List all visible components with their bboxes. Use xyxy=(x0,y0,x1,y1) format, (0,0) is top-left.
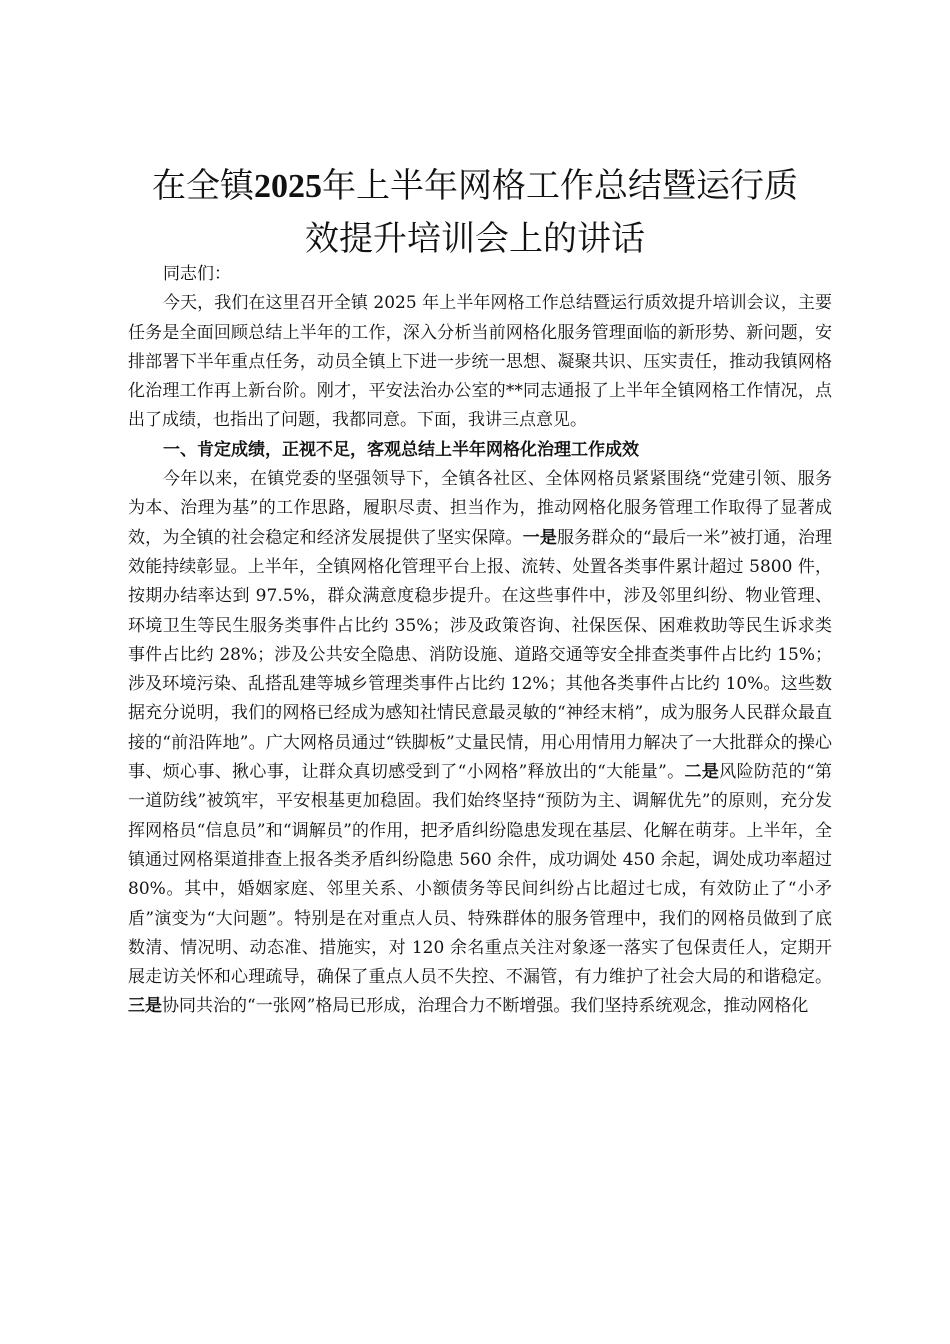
title-line1-pre: 在全镇 xyxy=(152,166,254,206)
document-title xyxy=(120,160,830,265)
intro-paragraph: 今天，我们在这里召开全镇 2025 年上半年网格工作总结暨运行质效提升培训会议，主要任务是全面回顾总结上半年的工作，深入分析当前网格化服务管理面临的新形势、新问题，安排部署下半年重点任务，动员全镇上下进一步统一思想、凝聚共识、压实责任，推动我镇网格化治理工作再上新台阶。刚才，平安法治办公室的**同志通报了上半年全镇网格工作情况，点出了成绩，也指出了问题，我都同意。下面，我讲三点意见。 xyxy=(128,293,832,431)
section1-text-d: 协同共治的“一张网”格局已形成，治理合力不断增强。我们坚持系统观念，推动网格化 xyxy=(162,996,809,1017)
document-body xyxy=(128,260,832,1022)
section1-text-b: 服务群众的“最后一米”被打通，治理效能持续彰显。上半年，全镇网格化管理平台上报、流转、处置各类事件累计超过 5800 件，按期办结率达到 97.5%，群众满意度稳步提升。在这些事件中，涉及邻里纠纷、物业管理、环境卫生等民生服务类事件占比约 35%；涉及政策咨询、社保医保、困难救助等民生诉求类事件占比约 28%；涉及公共安全隐患、消防设施、道路交通等安全排查类事件占比约 15%；涉及环境污染、乱搭乱建等城乡管理类事件占比约 12%；其他各类事件占比约 10%。这些数据充分说明，我们的网格已经成为感知社情民意最灵敏的“神经末梢”，成为服务人民群众最直接的“前沿阵地”。广大网格员通过“铁脚板”丈量民情，用心用情用力解决了一大批群众的操心事、烦心事、揪心事，让群众真切感受到了“小网格”释放出的“大能量”。 xyxy=(128,527,833,783)
lead-point-1: 一是 xyxy=(522,527,558,548)
section1-paragraph xyxy=(128,465,832,1022)
section1-heading: 一、肯定成绩，正视不足，客观总结上半年网格化治理工作成效 xyxy=(163,439,639,460)
salutation: 同志们： xyxy=(163,264,231,284)
title-line2: 效提升培训会上的讲话 xyxy=(305,219,645,259)
lead-point-3: 三是 xyxy=(128,996,162,1017)
section1-text-c: 风险防范的“第一道防线”被筑牢，平安根基更加稳固。我们始终坚持“预防为主、调解优先”的原则，充分发挥网格员“信息员”和“调解员”的作用，把矛盾纠纷隐患发现在基层、化解在萌芽。上半年，全镇通过网格渠道排查上报各类矛盾纠纷隐患 560 余件，成功调处 450 余起，调处成功率超过 80%。其中，婚姻家庭、邻里关系、小额债务等民间纠纷占比超过七成，有效防止了“小矛盾”演变为“大问题”。特别是在对重点人员、特殊群体的服务管理中，我们的网格员做到了底数清、情况明、动态准、措施实，对 120 余名重点关注对象逐一落实了包保责任人，定期开展走访关怀和心理疏导，确保了重点人员不失控、不漏管，有力维护了社会大局的和谐稳定。 xyxy=(128,762,833,988)
title-year: 2025 xyxy=(254,168,322,205)
section1-text-a: 今年以来，在镇党委的坚强领导下，全镇各社区、全体网格员紧紧围绕“党建引领、服务为本、治理为基”的工作思路，履职尽责、担当作为，推动网格化服务管理工作取得了显著成效，为全镇的社会稳定和经济发展提供了坚实保障。 xyxy=(128,469,832,548)
lead-point-2: 二是 xyxy=(684,762,720,783)
title-line1-post: 年上半年网格工作总结暨运行质 xyxy=(322,166,798,206)
